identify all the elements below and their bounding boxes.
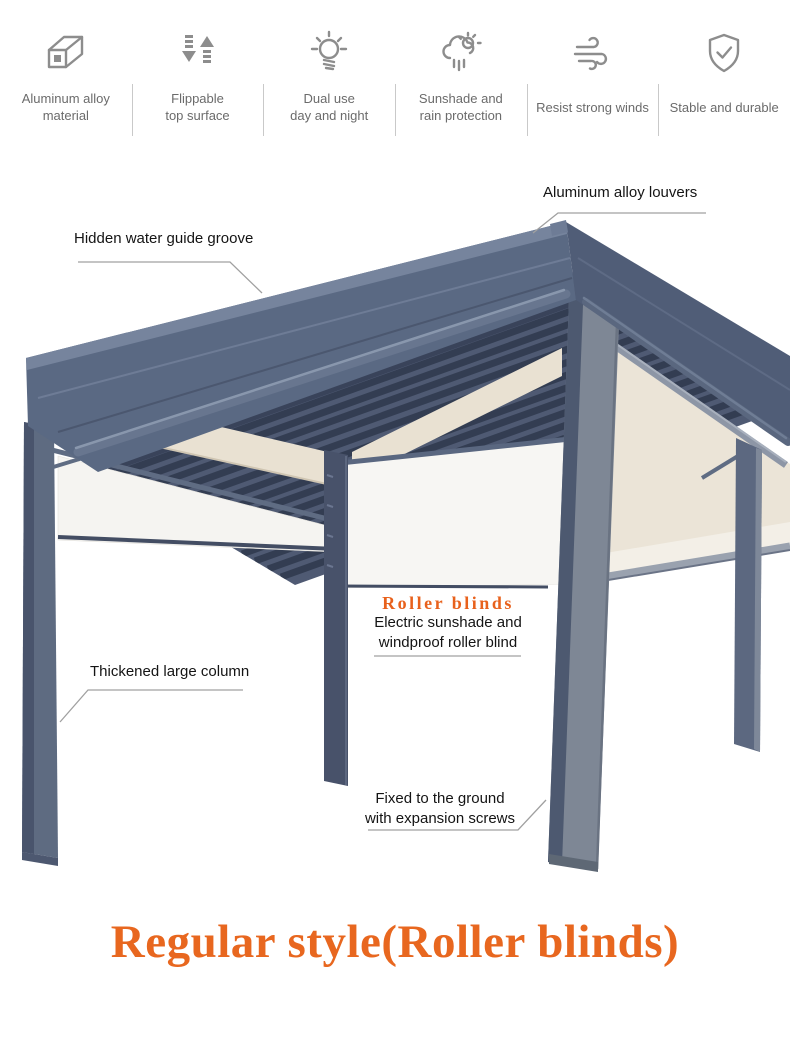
feature-bar <box>0 0 790 155</box>
shield-check-icon <box>700 26 748 82</box>
sun-rain-icon <box>437 26 485 82</box>
feature-aluminum-material <box>0 26 132 155</box>
aluminum-tube-icon <box>42 26 90 82</box>
callout-water-groove: Hidden water guide groove <box>74 230 254 247</box>
roller-blind-back-middle <box>340 438 570 588</box>
roller-blinds-heading: Roller blinds <box>382 593 514 613</box>
wind-icon <box>569 26 617 82</box>
callout-roller-blinds: Roller blinds Electric sunshade and windproof roller blind <box>368 593 528 653</box>
feature-label: Aluminum alloy material <box>21 91 110 123</box>
feature-label: Resist strong winds <box>536 99 649 115</box>
feature-dual-use <box>263 26 395 155</box>
callout-fixed-ground: Fixed to the ground with expansion screws <box>364 790 516 827</box>
leader-line-water-groove <box>78 262 262 293</box>
feature-label: Flippable top surface <box>165 91 230 123</box>
feature-label: Sunshade and rain protection <box>418 91 503 123</box>
lightbulb-icon <box>305 26 353 82</box>
flip-arrows-icon <box>174 26 222 82</box>
feature-label: Stable and durable <box>669 99 779 115</box>
page-title: Regular style(Roller blinds) <box>110 916 680 968</box>
feature-stable-durable <box>658 26 790 155</box>
pergola-illustration <box>0 155 790 885</box>
feature-sunshade-rain <box>395 26 527 155</box>
feature-label: Dual use day and night <box>290 91 369 123</box>
column-back-middle <box>324 450 348 786</box>
leader-line-column <box>60 690 243 722</box>
feature-resist-winds <box>527 26 659 155</box>
pergola-scene <box>0 155 790 885</box>
callout-aluminum-louvers: Aluminum alloy louvers <box>543 184 698 201</box>
feature-flippable-top <box>132 26 264 155</box>
callout-thickened-column: Thickened large column <box>90 663 250 680</box>
